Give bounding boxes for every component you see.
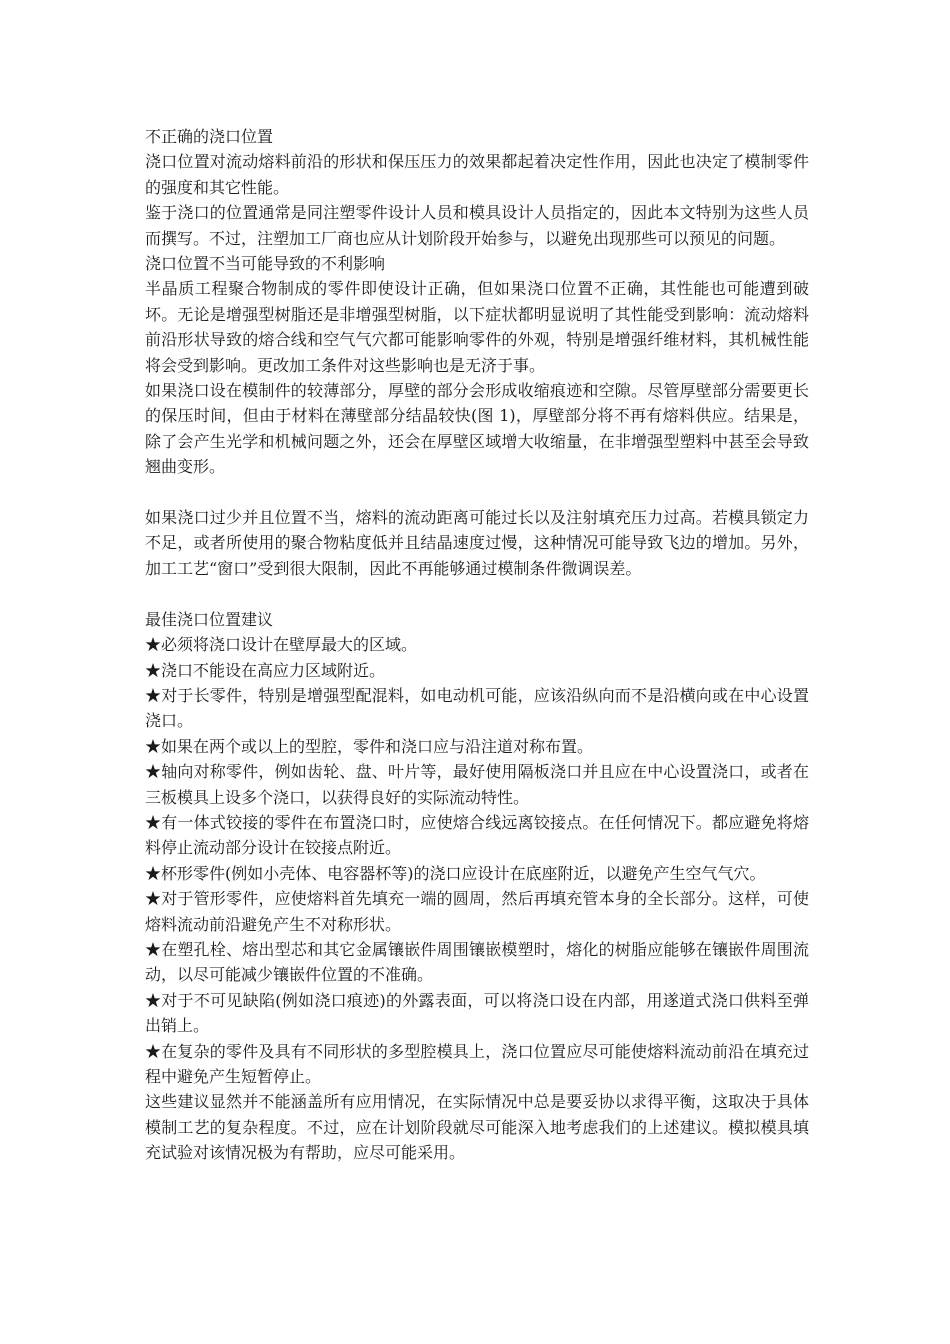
bullet-item: ★对于不可见缺陷(例如浇口痕迹)的外露表面，可以将浇口设在内部，用遂道式浇口供料至弹出销上。 <box>145 990 809 1036</box>
bullet-item: ★如果在两个或以上的型腔，零件和浇口应与沿注道对称布置。 <box>145 736 594 756</box>
section-heading-adverse-effects: 浇口位置不当可能导致的不利影响 <box>145 254 386 274</box>
closing-paragraph: 这些建议显然并不能涵盖所有应用情况，在实际情况中总是要妥协以求得平衡，这取决于具体模制工艺的复杂程度。不过，应在计划阶段就尽可能深入地考虑我们的上述建议。模拟模具填充试验对该情况极为有帮助，应尽可能采用。 <box>145 1092 809 1163</box>
bullet-item: ★轴向对称零件，例如齿轮、盘、叶片等，最好使用隔板浇口并且应在中心设置浇口，或者在三板模具上设多个浇口，以获得良好的实际流动特性。 <box>145 762 809 807</box>
bullet-item: ★有一体式铰接的零件在布置浇口时，应使熔合线远离铰接点。在任何情况下。都应避免将熔料停止流动部分设计在铰接点附近。 <box>145 812 809 858</box>
document-page <box>145 124 809 1166</box>
paragraph: 如果浇口设在模制件的较薄部分，厚壁的部分会形成收缩痕迹和空隙。尽管厚壁部分需要更长的保压时间，但由于材料在薄壁部分结晶较快(图 1)，厚壁部分将不再有熔料供应。结果是，除了会产生光学和机械问题之外，还会在厚壁区域增大收缩量，在非增强型塑料中甚至会导致翘曲变形。 <box>145 381 809 477</box>
bullet-item: ★必须将浇口设计在壁厚最大的区域。 <box>145 635 418 655</box>
bullet-item: ★杯形零件(例如小壳体、电容器杯等)的浇口应设计在底座附近，以避免产生空气气穴。 <box>145 863 766 883</box>
paragraph: 半晶质工程聚合物制成的零件即使设计正确，但如果浇口位置不正确，其性能也可能遭到破坏。无论是增强型树脂还是非增强型树脂，以下症状都明显说明了其性能受到影响：流动熔料前沿形状导致的熔合线和空气气穴都可能影响零件的外观，特别是增强纤维材料，其机械性能将会受到影响。更改加工条件对这些影响也是无济于事。 <box>145 279 809 375</box>
blank-line <box>145 581 809 606</box>
section-heading-incorrect-gate: 不正确的浇口位置 <box>145 127 274 146</box>
paragraph: 如果浇口过少并且位置不当，熔料的流动距离可能过长以及注射填充压力过高。若模具锁定力不足，或者所使用的聚合物粘度低并且结晶速度过慢，这种情况可能导致飞边的增加。另外，加工工艺“窗口”受到很大限制，因此不再能够通过模制条件微调误差。 <box>145 508 809 578</box>
section-heading-best-gate-location: 最佳浇口位置建议 <box>145 609 274 629</box>
bullet-item: ★在复杂的零件及具有不同形状的多型腔模具上，浇口位置应尽可能使熔料流动前沿在填充过程中避免产生短暂停止。 <box>145 1041 809 1086</box>
bullet-item: ★在塑孔栓、熔出型芯和其它金属镶嵌件周围镶嵌模塑时，熔化的树脂应能够在镶嵌件周围流动，以尽可能减少镶嵌件位置的不准确。 <box>145 939 809 985</box>
bullet-item: ★浇口不能设在高应力区域附近。 <box>145 660 386 680</box>
paragraph: 鉴于浇口的位置通常是同注塑零件设计人员和模具设计人员指定的，因此本文特别为这些人员而撰写。不过，注塑加工厂商也应从计划阶段开始参与，以避免出现那些可以预见的问题。 <box>145 203 809 248</box>
bullet-item: ★对于长零件，特别是增强型配混料，如电动机可能，应该沿纵向而不是沿横向或在中心设置浇口。 <box>145 685 809 731</box>
bullet-item: ★对于管形零件，应使熔料首先填充一端的圆周，然后再填充管本身的全长部分。这样，可使熔料流动前沿避免产生不对称形状。 <box>145 889 809 934</box>
paragraph: 浇口位置对流动熔料前沿的形状和保压压力的效果都起着决定性作用，因此也决定了模制零件的强度和其它性能。 <box>145 152 809 197</box>
blank-line <box>145 480 809 505</box>
